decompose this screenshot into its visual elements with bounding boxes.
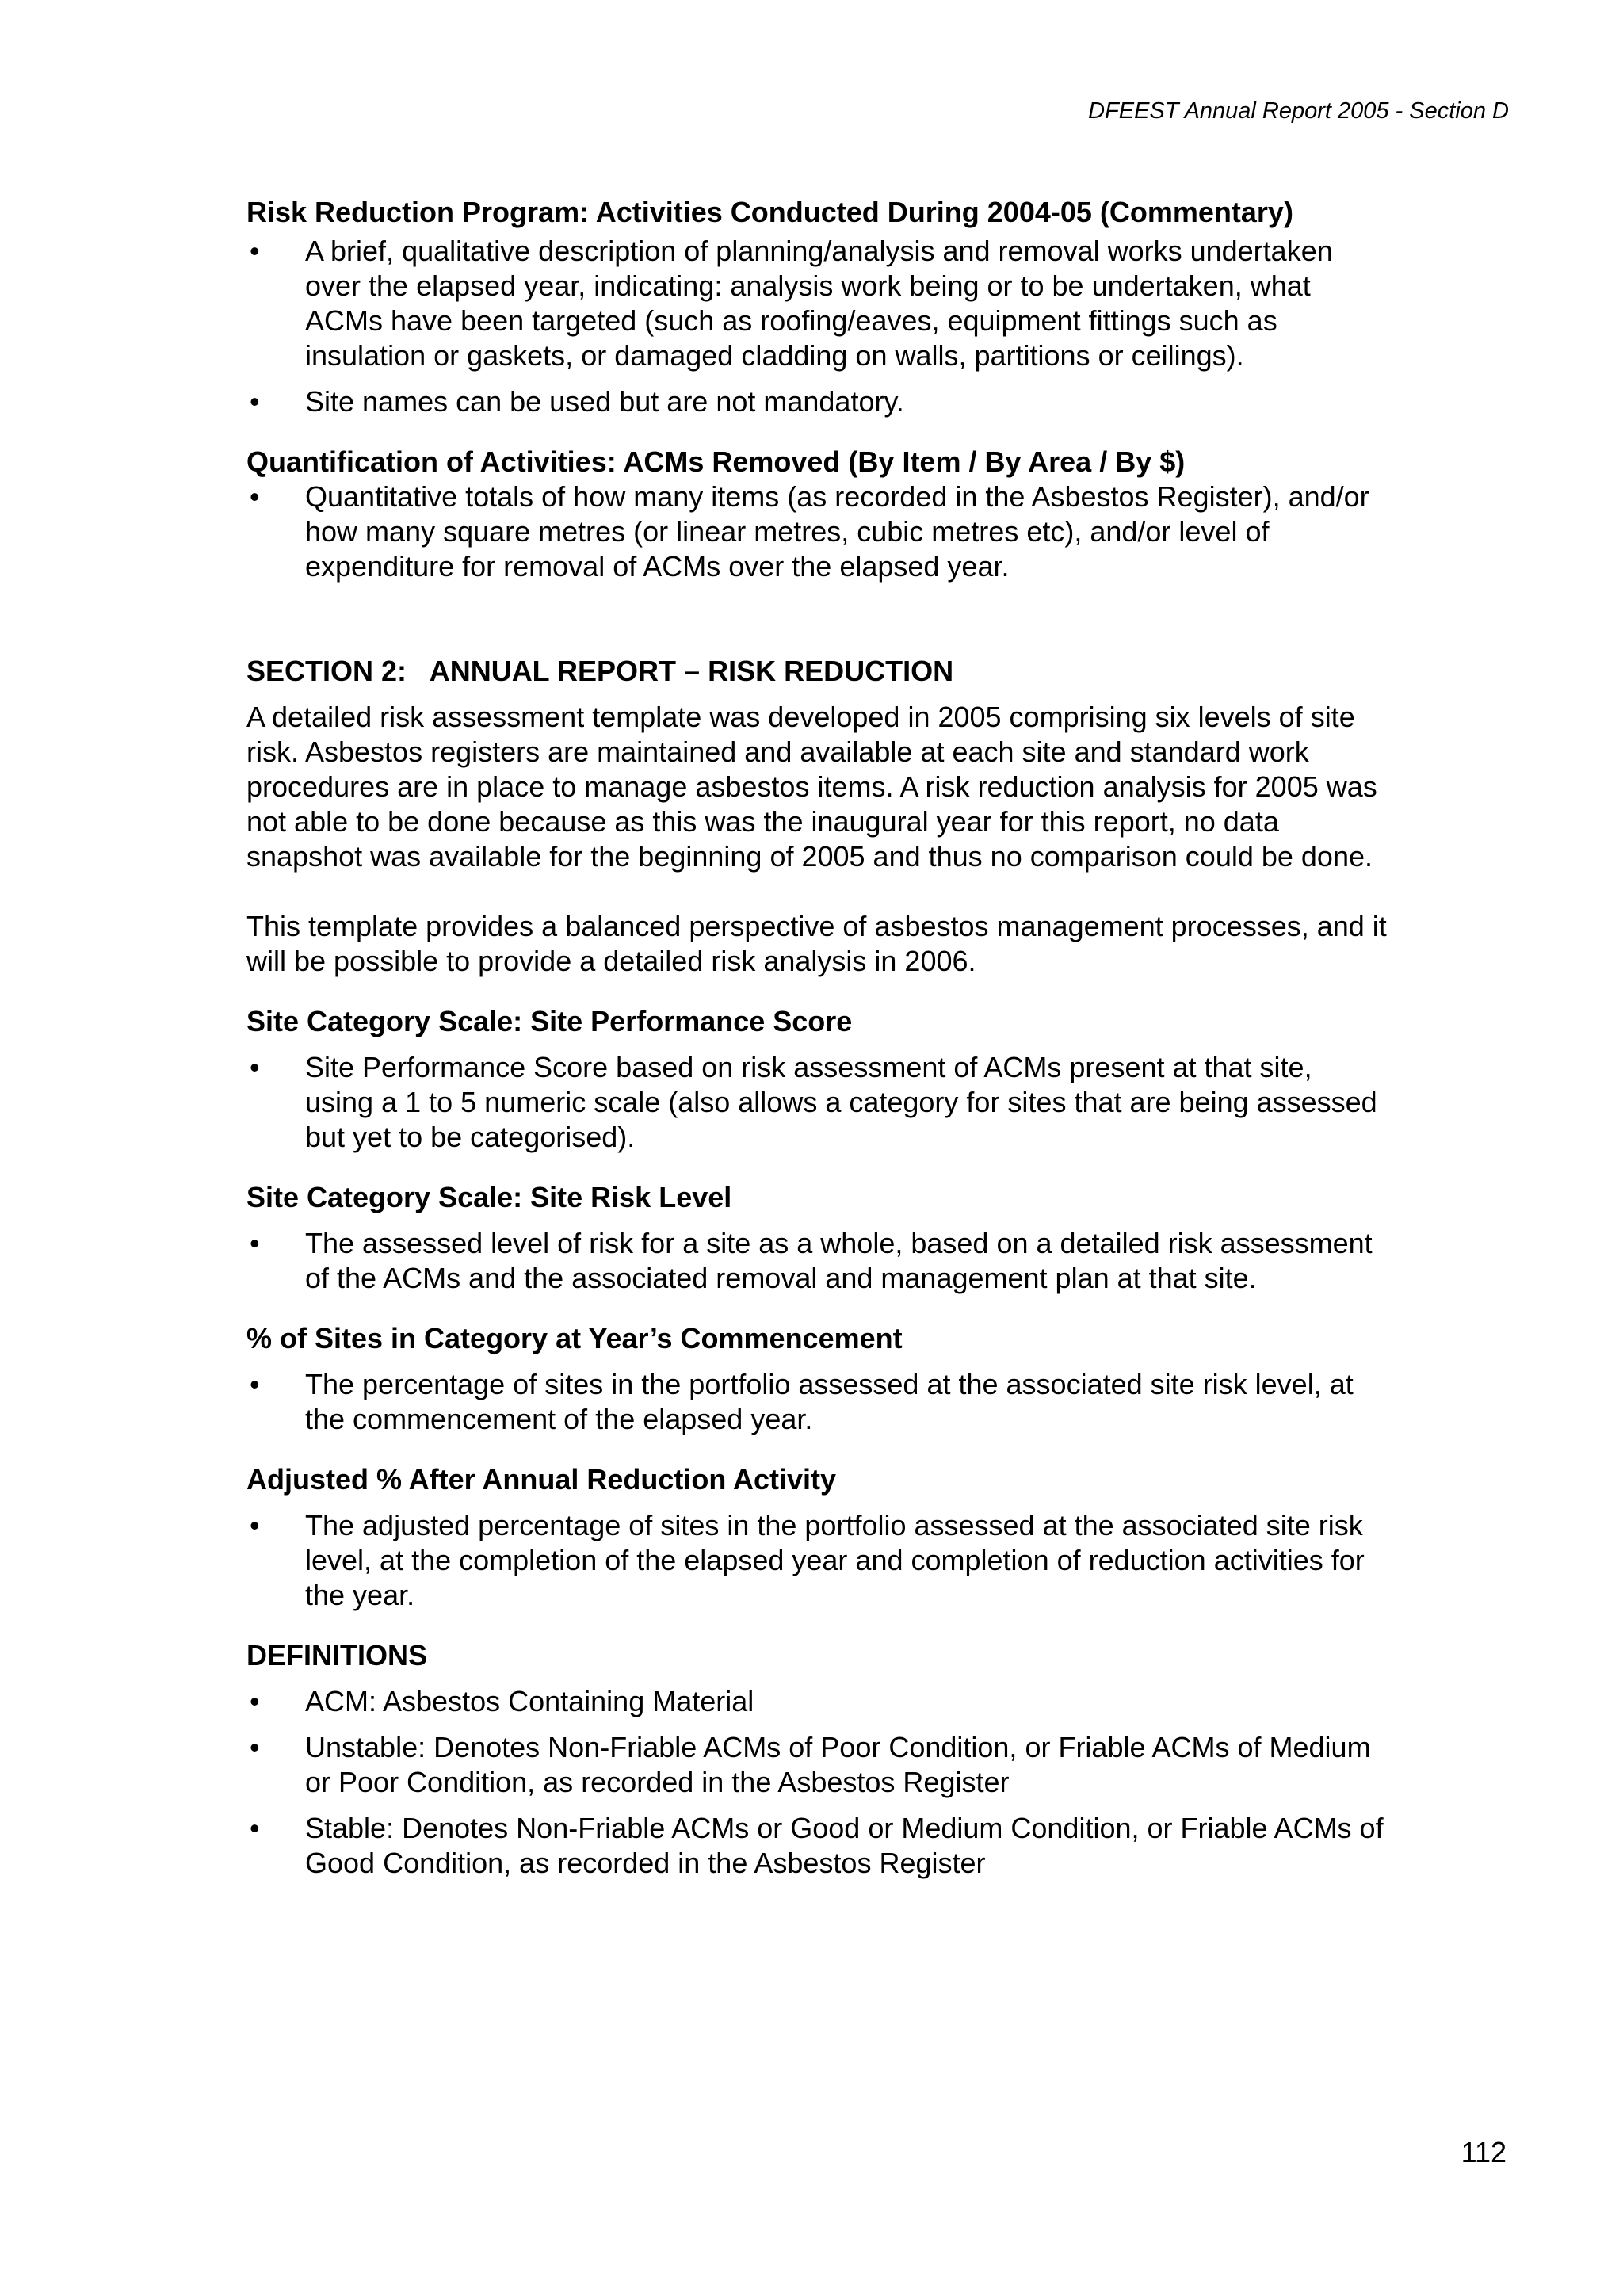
heading-definitions: DEFINITIONS — [246, 1639, 428, 1671]
heading-section-2: SECTION 2: ANNUAL REPORT – RISK REDUCTION — [246, 655, 954, 687]
list-item-text: ACM: Asbestos Containing Material — [305, 1685, 754, 1717]
list-item-text: Site Performance Score based on risk assessment of ACMs present at that site, using a 1 to 5 numeric scale (also allows a category for sites that are being assessed but yet to be categorised). — [305, 1051, 1377, 1153]
list-commencement — [246, 1367, 1388, 1437]
list-item — [246, 1684, 1388, 1719]
list-item-text: The adjusted percentage of sites in the portfolio assessed at the associated site risk level, at the completion of the elapsed year and completion of reduction activities for the year. — [305, 1509, 1365, 1611]
list-item — [246, 1050, 1388, 1155]
list-commentary — [246, 234, 1388, 419]
section-2-paragraph-2: This template provides a balanced perspective of asbestos management processes, and it will be possible to provide a detailed risk analysis in 2006. — [246, 910, 1387, 977]
heading-risk-level: Site Category Scale: Site Risk Level — [246, 1181, 732, 1213]
bullet-icon: • — [250, 1227, 260, 1259]
list-item-text: A brief, qualitative description of planning/analysis and removal works undertaken over the elapsed year, indicating: analysis work being or to be undertaken, what ACMs have been targeted (such as roofing/eaves, equipment fittings such as insulation or gaskets, or damaged cladding on walls, partitions or ceilings). — [305, 235, 1333, 372]
bullet-icon: • — [250, 385, 260, 418]
heading-performance-score: Site Category Scale: Site Performance Score — [246, 1005, 853, 1037]
list-item — [246, 1508, 1388, 1613]
list-risk-level — [246, 1226, 1388, 1296]
list-definitions — [246, 1684, 1388, 1881]
list-performance-score — [246, 1050, 1388, 1155]
list-quantification — [246, 479, 1388, 584]
list-item-text: The percentage of sites in the portfolio assessed at the associated site risk level, at the commencement of the elapsed year. — [305, 1368, 1354, 1435]
list-item — [246, 384, 1388, 419]
bullet-icon: • — [250, 1368, 260, 1400]
bullet-icon: • — [250, 235, 260, 267]
running-header: DFEEST Annual Report 2005 - Section D — [1088, 98, 1509, 124]
bullet-icon: • — [250, 1812, 260, 1844]
heading-adjusted: Adjusted % After Annual Reduction Activity — [246, 1463, 837, 1496]
list-item-text: The assessed level of risk for a site as a whole, based on a detailed risk assessment of the ACMs and the associated removal and management plan at that site. — [305, 1227, 1373, 1294]
list-item-text: Quantitative totals of how many items (as recorded in the Asbestos Register), and/or how many square metres (or linear metres, cubic metres etc), and/or level of expenditure for removal of ACMs over the elapsed year. — [305, 480, 1369, 583]
list-item — [246, 1367, 1388, 1437]
list-item-text: Stable: Denotes Non-Friable ACMs or Good or Medium Condition, or Friable ACMs of Good Condition, as recorded in the Asbestos Register — [305, 1812, 1384, 1879]
list-item — [246, 1730, 1388, 1800]
list-adjusted — [246, 1508, 1388, 1613]
bullet-icon: • — [250, 1051, 260, 1083]
bullet-icon: • — [250, 480, 260, 513]
heading-commentary: Risk Reduction Program: Activities Conducted During 2004-05 (Commentary) — [246, 196, 1293, 228]
bullet-icon: • — [250, 1509, 260, 1541]
document-body — [246, 195, 1388, 1881]
list-item — [246, 234, 1388, 373]
heading-quantification: Quantification of Activities: ACMs Removed (By Item / By Area / By $) — [246, 445, 1186, 478]
list-item-text: Unstable: Denotes Non-Friable ACMs of Poor Condition, or Friable ACMs of Medium or Poor Condition, as recorded in the Asbestos Register — [305, 1731, 1371, 1798]
heading-commencement: % of Sites in Category at Year’s Commencement — [246, 1322, 903, 1354]
list-item — [246, 479, 1388, 584]
list-item — [246, 1811, 1388, 1881]
list-item-text: Site names can be used but are not mandatory. — [305, 385, 904, 418]
section-2-paragraph-1: A detailed risk assessment template was developed in 2005 comprising six levels of site risk. Asbestos registers are maintained and available at each site and standard work procedures are in place to manage asbestos items. A risk reduction analysis for 2005 was not able to be done because as this was the inaugural year for this report, no data snapshot was available for the beginning of 2005 and thus no comparison could be done. — [246, 701, 1377, 873]
page-number: 112 — [1461, 2136, 1507, 2168]
bullet-icon: • — [250, 1731, 260, 1763]
bullet-icon: • — [250, 1685, 260, 1717]
list-item — [246, 1226, 1388, 1296]
